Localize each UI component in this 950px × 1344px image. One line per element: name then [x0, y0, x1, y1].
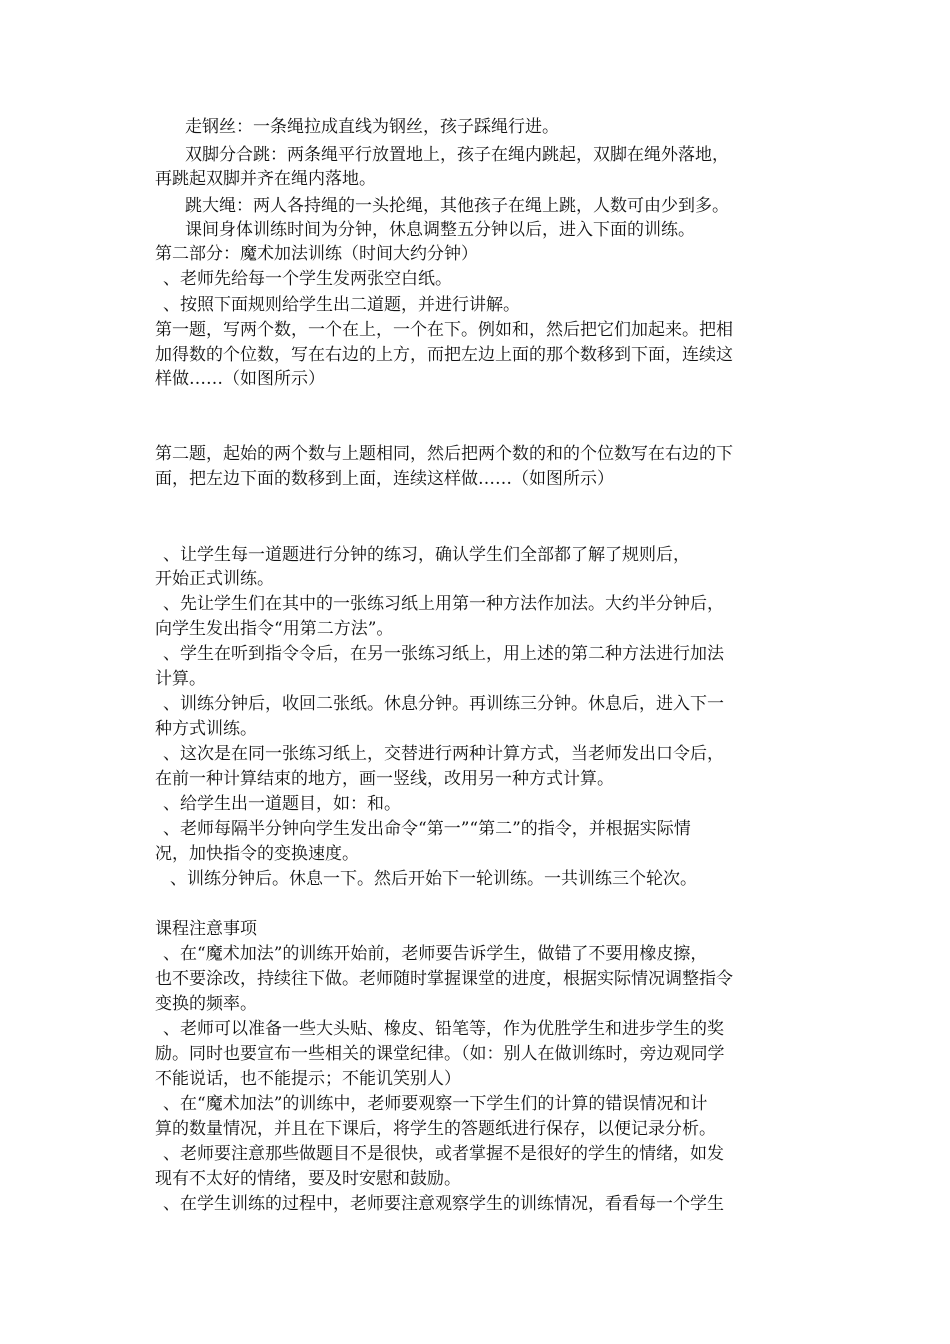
paragraph-line: 向学生发出指令“用第二方法”。	[155, 619, 394, 639]
list-item: 、老师要注意那些做题目不是很快，或者掌握不是很好的学生的情绪，如发	[163, 1144, 724, 1164]
list-item: 、老师每隔半分钟向学生发出命令“第一”“第二”的指令，并根据实际情	[163, 819, 691, 839]
paragraph-line: 走钢丝：一条绳拉成直线为钢丝，孩子踩绳行进。	[185, 117, 559, 137]
list-item: 、训练分钟后。休息一下。然后开始下一轮训练。一共训练三个轮次。	[170, 869, 697, 889]
list-item: 、这次是在同一张练习纸上，交替进行两种计算方式，当老师发出口令后，	[163, 744, 724, 764]
list-item: 、给学生出一道题目，如：和。	[163, 794, 401, 814]
paragraph-line: 课间身体训练时间为分钟，休息调整五分钟以后，进入下面的训练。	[185, 220, 695, 240]
list-item: 、按照下面规则给学生出二道题，并进行讲解。	[163, 295, 520, 315]
paragraph-line: 种方式训练。	[155, 719, 257, 739]
paragraph-line: 第一题，写两个数，一个在上，一个在下。例如和，然后把它们加起来。把相	[155, 320, 733, 340]
list-item: 、让学生每一道题进行分钟的练习，确认学生们全部都了解了规则后，	[163, 545, 690, 565]
section-heading: 课程注意事项	[155, 919, 257, 939]
paragraph-line: 计算。	[155, 669, 206, 689]
list-item: 、在“魔术加法”的训练中，老师要观察一下学生们的计算的错误情况和计	[163, 1094, 708, 1114]
list-item: 、在“魔术加法”的训练开始前，老师要告诉学生，做错了不要用橡皮擦，	[163, 944, 708, 964]
paragraph-line: 现有不太好的情绪，要及时安慰和鼓励。	[155, 1169, 461, 1189]
paragraph-line: 面，把左边下面的数移到上面，连续这样做……（如图所示）	[155, 469, 614, 489]
paragraph-line: 变换的频率。	[155, 994, 257, 1014]
paragraph-line: 加得数的个位数，写在右边的上方，而把左边上面的那个数移到下面，连续这	[155, 345, 733, 365]
paragraph-line: 况，加快指令的变换速度。	[155, 844, 359, 864]
paragraph-line: 再跳起双脚并齐在绳内落地。	[155, 169, 376, 189]
section-heading: 第二部分：魔术加法训练（时间大约分钟）	[155, 244, 478, 264]
list-item: 、老师可以准备一些大头贴、橡皮、铅笔等，作为优胜学生和进步学生的奖	[163, 1019, 724, 1039]
list-item: 、先让学生们在其中的一张练习纸上用第一种方法作加法。大约半分钟后，	[163, 594, 724, 614]
list-item: 、训练分钟后，收回二张纸。休息分钟。再训练三分钟。休息后，进入下一	[163, 694, 724, 714]
paragraph-line: 第二题，起始的两个数与上题相同，然后把两个数的和的个位数写在右边的下	[155, 444, 733, 464]
paragraph-line: 双脚分合跳：两条绳平行放置地上，孩子在绳内跳起，双脚在绳外落地，	[185, 145, 729, 165]
paragraph-line: 开始正式训练。	[155, 569, 274, 589]
paragraph-line: 跳大绳：两人各持绳的一头抡绳，其他孩子在绳上跳，人数可由少到多。	[185, 196, 729, 216]
paragraph-line: 样做……（如图所示）	[155, 369, 325, 389]
paragraph-line: 算的数量情况，并且在下课后，将学生的答题纸进行保存，以便记录分析。	[155, 1119, 716, 1139]
list-item: 、在学生训练的过程中，老师要注意观察学生的训练情况，看看每一个学生	[163, 1194, 724, 1214]
paragraph-line: 在前一种计算结束的地方，画一竖线，改用另一种方式计算。	[155, 769, 614, 789]
paragraph-line: 不能说话，也不能提示；不能讥笑别人）	[155, 1069, 461, 1089]
paragraph-line: 也不要涂改，持续往下做。老师随时掌握课堂的进度，根据实际情况调整指令	[155, 969, 733, 989]
paragraph-line: 励。同时也要宣布一些相关的课堂纪律。（如：别人在做训练时，旁边观同学	[155, 1044, 725, 1064]
list-item: 、老师先给每一个学生发两张空白纸。	[163, 269, 452, 289]
list-item: 、学生在听到指令令后，在另一张练习纸上，用上述的第二种方法进行加法	[163, 644, 724, 664]
